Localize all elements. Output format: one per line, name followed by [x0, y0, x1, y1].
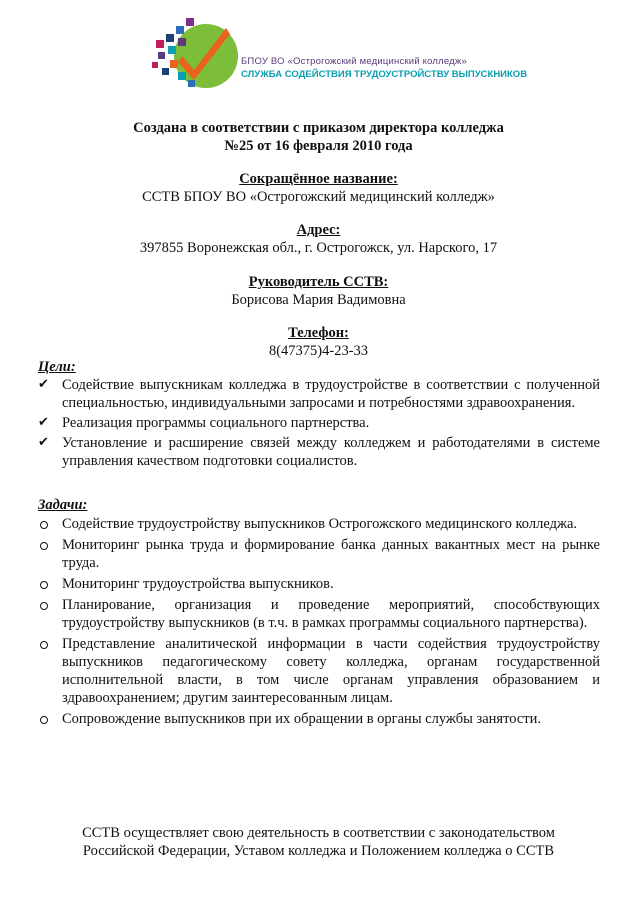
list-item: Сопровождение выпускников при их обращении в органы службы занятости.	[38, 710, 600, 728]
phone-value: 8(47375)4-23-33	[268, 343, 369, 359]
goals-title: Цели:	[38, 359, 76, 375]
short-name-label: Сокращённое название:	[239, 171, 398, 187]
checkmark-icon: ✔	[38, 415, 49, 430]
footer-note	[0, 824, 637, 860]
service-name-line: СЛУЖБА СОДЕЙСТВИЯ ТРУДОУСТРОЙСТВУ ВЫПУСКНИКОВ	[241, 69, 528, 80]
goals-list	[38, 376, 600, 472]
circle-bullet-icon	[40, 581, 48, 589]
circle-bullet-icon	[40, 521, 48, 529]
checkmark-icon: ✔	[38, 435, 49, 450]
list-item: Содействие трудоустройству выпускников Острогожского медицинского колледжа.	[38, 515, 600, 533]
tasks-title: Задачи:	[38, 497, 88, 513]
circle-bullet-icon	[40, 602, 48, 610]
circle-bullet-icon	[40, 542, 48, 550]
list-item: Мониторинг трудоустройства выпускников.	[38, 575, 600, 593]
checkmark-icon: ✔	[38, 377, 49, 392]
circle-bullet-icon	[40, 641, 48, 649]
footer-line-2: Российской Федерации, Уставом колледжа и Положением колледжа о ССТВ	[82, 843, 555, 859]
head-value: Борисова Мария Вадимовна	[231, 292, 406, 308]
circle-bullet-icon	[40, 716, 48, 724]
short-name-value: ССТВ БПОУ ВО «Острогожский медицинский колледж»	[142, 189, 495, 205]
footer-line-1: ССТВ осуществляет свою деятельность в соответствии с законодательством	[82, 825, 555, 841]
header	[148, 12, 548, 94]
decree-line-2: №25 от 16 февраля 2010 года	[224, 138, 413, 154]
phone-label: Телефон:	[288, 325, 349, 341]
list-item: Представление аналитической информации в части содействия трудоустройству выпускников педагогическому совету колледжа, органам государственной исполнительной власти, в том числе органам управления образованием и здравоохранением; другим заинтересованным лицам.	[38, 635, 600, 707]
address-label: Адрес:	[296, 222, 341, 238]
decree-line-1: Создана в соответствии с приказом директора колледжа	[133, 120, 504, 136]
list-item: ✔ Содействие выпускникам колледжа в трудоустройстве в соответствии с полученной специальностью, индивидуальными запросами и потребностями здравоохранения.	[38, 377, 600, 411]
list-item: ✔ Установление и расширение связей между колледжем и работодателями в системе управления качеством подготовки социалистов.	[38, 435, 600, 469]
address-value: 397855 Воронежская обл., г. Острогожск, ул. Нарского, 17	[139, 240, 498, 256]
list-item: ✔ Реализация программы социального партнерства.	[38, 415, 370, 431]
head-label: Руководитель ССТВ:	[248, 274, 389, 290]
list-item: Мониторинг рынка труда и формирование банка данных вакантных мест на рынке труда.	[38, 536, 600, 572]
checkmark-mosaic-logo-icon	[148, 12, 238, 94]
org-name-line: БПОУ ВО «Острогожский медицинский колледж»	[241, 56, 467, 67]
organization-name	[241, 56, 527, 80]
list-item: Планирование, организация и проведение мероприятий, способствующих трудоустройству выпускников (в т.ч. в рамках программы социального партнерства).	[38, 596, 600, 632]
tasks-list	[38, 515, 600, 731]
